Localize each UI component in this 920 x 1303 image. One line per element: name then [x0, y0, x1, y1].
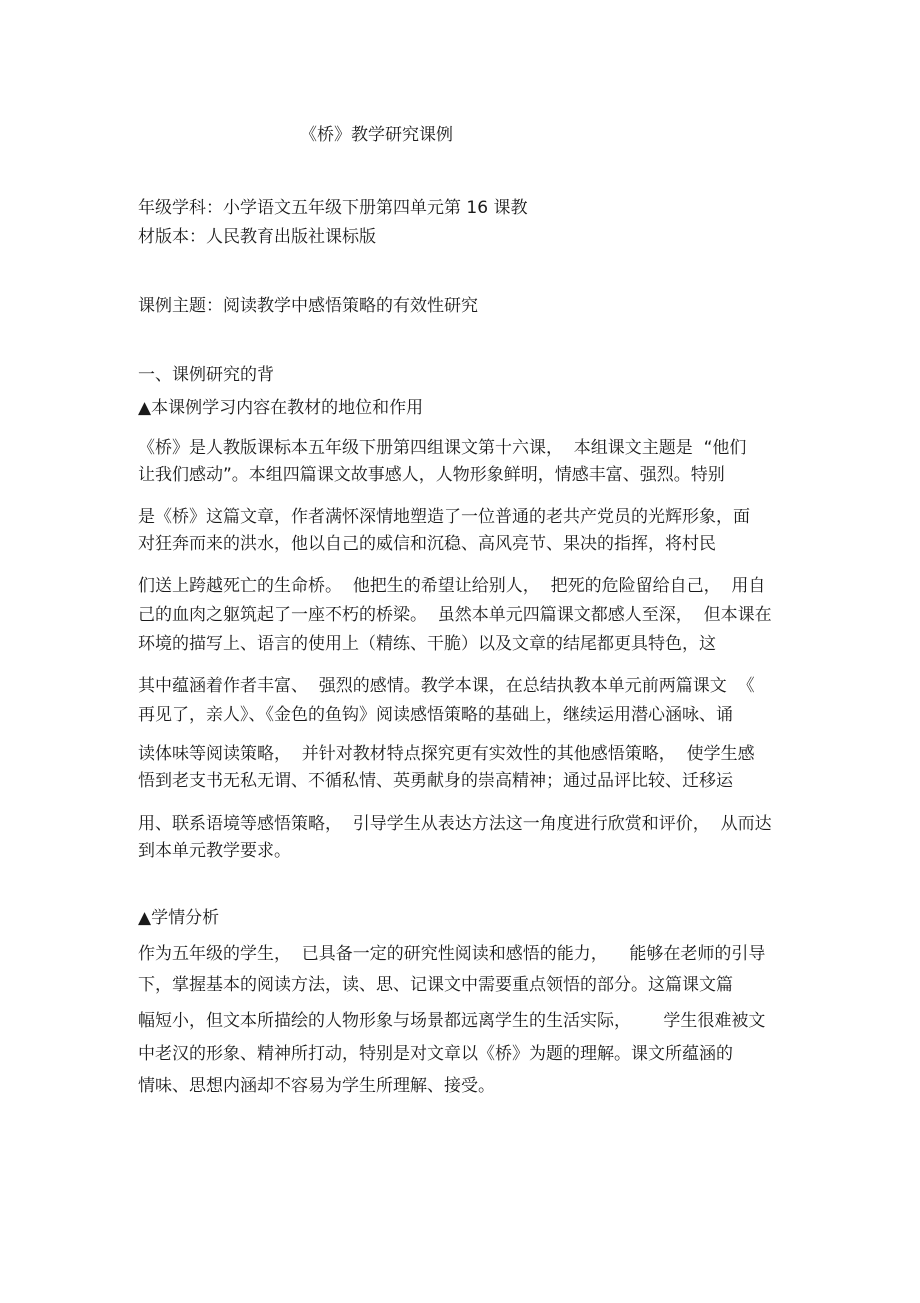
topic-line: 课例主题：阅读教学中感悟策略的有效性研究 — [138, 296, 478, 316]
grade-subject-line-2: 材版本：人民教育出版社课标版 — [138, 227, 376, 247]
paragraph-line: 们送上跨越死亡的生命桥。 他把生的希望让给别人， 把死的危险留给自己， 用自 — [138, 576, 766, 596]
paragraph-line: 己的血肉之躯筑起了一座不朽的桥梁。 虽然本单元四篇课文都感人至深， 但本课在 — [138, 605, 772, 625]
paragraph-line: 环境的描写上、语言的使用上（精练、干脆）以及文章的结尾都更具特色，这 — [138, 634, 716, 654]
paragraph-line: 再见了，亲人》、《金色的鱼钩》阅读感悟策略的基础上，继续运用潜心涵咏、诵 — [138, 705, 733, 725]
paragraph-line: 其中蕴涵着作者丰富、 强烈的感情。教学本课，在总结执教本单元前两篇课文 《 — [138, 676, 755, 696]
paragraph-line: 作为五年级的学生， 已具备一定的研究性阅读和感悟的能力， 能够在老师的引导 — [138, 944, 766, 964]
paragraph-line: 到本单元教学要求。 — [138, 841, 291, 861]
paragraph-line: 《桥》是人教版课标本五年级下册第四组课文第十六课， 本组课文主题是 “他们 — [138, 438, 747, 458]
paragraph-line: 让我们感动”。本组四篇课文故事感人，人物形象鲜明，情感丰富、强烈。特别 — [138, 465, 725, 485]
document-title: 《桥》教学研究课例 — [300, 125, 453, 145]
paragraph-line: 悟到老支书无私无谓、不循私情、英勇献身的崇高精神；通过品评比较、迁移运 — [138, 771, 733, 791]
paragraph-line: 下，掌握基本的阅读方法，读、思、记课文中需要重点领悟的部分。这篇课文篇 — [138, 975, 733, 995]
paragraph-line: 对狂奔而来的洪水，他以自己的威信和沉稳、高风亮节、果决的指挥，将村民 — [138, 534, 716, 554]
grade-subject-line-1: 年级学科：小学语文五年级下册第四单元第 16 课教 — [138, 198, 528, 218]
subsection-heading-content-position: ▲本课例学习内容在教材的地位和作用 — [138, 398, 424, 418]
paragraph-line: 幅短小，但文本所描绘的人物形象与场景都远离学生的生活实际， 学生很难被文 — [138, 1011, 766, 1031]
paragraph-line: 是《桥》这篇文章，作者满怀深情地塑造了一位普通的老共产党员的光辉形象，面 — [138, 507, 750, 527]
section-heading: 一、课例研究的背 — [138, 365, 274, 385]
paragraph-line: 读体味等阅读策略， 并针对教材特点探究更有实效性的其他感悟策略， 使学生感 — [138, 744, 755, 764]
subsection-heading-learner-analysis: ▲学情分析 — [138, 908, 220, 928]
paragraph-line: 用、联系语境等感悟策略， 引导学生从表达方法这一角度进行欣赏和评价， 从而达 — [138, 814, 772, 834]
paragraph-line: 中老汉的形象、精神所打动，特别是对文章以《桥》为题的理解。课文所蕴涵的 — [138, 1044, 733, 1064]
paragraph-line: 情味、思想内涵却不容易为学生所理解、接受。 — [138, 1076, 495, 1096]
